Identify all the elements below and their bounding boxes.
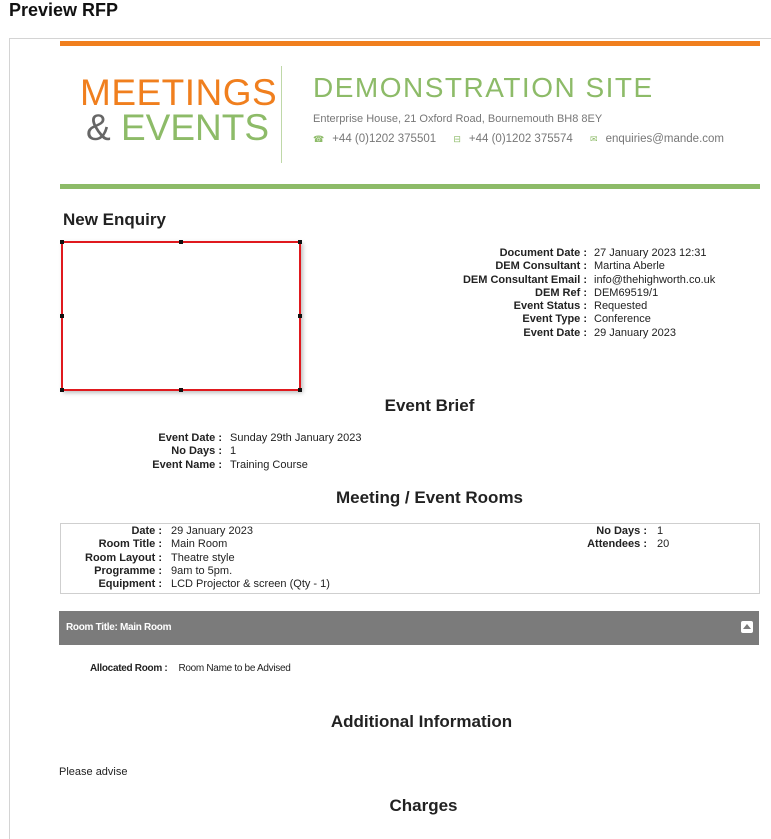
room-value: 9am to 5pm.: [171, 564, 233, 577]
document-info: [440, 247, 715, 340]
phone-icon: ☎: [313, 134, 325, 144]
brief-row: [120, 445, 362, 458]
logo-events: [86, 108, 269, 148]
fax-icon: ⊟: [453, 134, 461, 144]
room-label: Room Title :: [98, 538, 162, 551]
resize-handle[interactable]: [60, 240, 64, 244]
additional-info-text: Please advise: [59, 766, 128, 778]
room-row: [60, 538, 330, 551]
doc-info-row: [440, 260, 715, 273]
doc-info-value: 27 January 2023 12:31: [594, 247, 707, 259]
doc-info-row: [440, 274, 715, 287]
room-row: [60, 565, 330, 578]
doc-info-label: Event Date :: [523, 326, 587, 339]
email-icon: ✉: [590, 134, 598, 144]
phone-number: +44 (0)1202 375501: [332, 133, 437, 145]
doc-info-value: 29 January 2023: [594, 326, 676, 339]
doc-info-label: DEM Consultant Email :: [462, 273, 587, 286]
resize-handle[interactable]: [60, 388, 64, 392]
room-section-title: Room Title: Main Room: [66, 622, 172, 633]
site-name: DEMONSTRATION SITE: [313, 72, 654, 103]
room-value: LCD Projector & screen (Qty - 1): [171, 578, 330, 591]
room-section-header[interactable]: [59, 611, 759, 645]
contact-line: [313, 133, 724, 145]
room-details-left: [60, 525, 330, 591]
resize-handle[interactable]: [179, 240, 183, 244]
room-label: Date :: [131, 525, 162, 537]
room-value: 1: [657, 525, 664, 537]
doc-info-value: info@thehighworth.co.uk: [594, 273, 716, 286]
enquiry-heading: New Enquiry: [63, 210, 166, 229]
header-green-bar: [60, 184, 760, 189]
resize-handle[interactable]: [298, 388, 302, 392]
room-label: Attendees :: [587, 538, 647, 551]
room-label: Equipment :: [98, 578, 162, 591]
charges-heading: Charges: [389, 796, 458, 815]
site-address: Enterprise House, 21 Oxford Road, Bournemouth BH8 8EY: [313, 113, 603, 125]
allocated-room-value: Room Name to be Advised: [178, 663, 291, 674]
brief-value: 1: [230, 445, 237, 458]
doc-info-label: Event Type :: [522, 313, 587, 326]
brief-row: [120, 459, 362, 472]
room-row: [60, 578, 330, 591]
room-row: [560, 525, 669, 538]
fax-number: +44 (0)1202 375574: [468, 133, 573, 145]
brief-value: Sunday 29th January 2023: [230, 432, 362, 444]
allocated-room-label: Allocated Room :: [90, 663, 168, 674]
doc-info-label: DEM Ref :: [535, 286, 587, 299]
doc-info-row: [440, 287, 715, 300]
event-brief-heading: Event Brief: [384, 396, 475, 415]
room-value: Main Room: [171, 538, 228, 551]
brief-label: Event Name :: [152, 458, 222, 471]
doc-info-row: [440, 247, 715, 260]
room-value: 29 January 2023: [171, 525, 253, 537]
room-value: Theatre style: [171, 551, 235, 564]
rooms-heading: Meeting / Event Rooms: [335, 488, 524, 507]
allocated-room: [90, 663, 291, 674]
doc-info-label: Document Date :: [499, 247, 587, 259]
room-row: [60, 552, 330, 565]
room-value: 20: [657, 538, 670, 551]
room-label: Room Layout :: [85, 551, 162, 564]
brief-label: Event Date :: [158, 432, 222, 444]
image-placeholder-selected[interactable]: [61, 241, 301, 391]
doc-info-value: Martina Aberle: [594, 260, 665, 273]
logo-ampersand: &: [86, 107, 111, 148]
room-label: Programme :: [94, 564, 162, 577]
event-brief: [120, 432, 362, 472]
collapse-icon[interactable]: [741, 621, 753, 633]
resize-handle[interactable]: [298, 314, 302, 318]
email-address[interactable]: enquiries@mande.com: [605, 133, 724, 145]
brief-label: No Days :: [171, 445, 222, 458]
additional-info-heading: Additional Information: [330, 712, 513, 731]
room-details-right: [560, 525, 669, 552]
brief-row: [120, 432, 362, 445]
resize-handle[interactable]: [298, 240, 302, 244]
resize-handle[interactable]: [60, 314, 64, 318]
doc-info-row: [440, 313, 715, 326]
doc-info-value: Requested: [594, 300, 648, 313]
doc-info-label: Event Status :: [513, 300, 587, 313]
doc-info-row: [440, 327, 715, 340]
doc-info-value: DEM69519/1: [594, 286, 659, 299]
room-row: [560, 538, 669, 551]
page-title: Preview RFP: [9, 0, 119, 20]
room-label: No Days :: [596, 525, 647, 537]
doc-info-row: [440, 300, 715, 313]
doc-info-value: Conference: [594, 313, 651, 326]
logo-meetings: MEETINGS: [80, 72, 278, 113]
resize-handle[interactable]: [179, 388, 183, 392]
logo-divider: [281, 66, 282, 163]
doc-info-label: DEM Consultant :: [495, 260, 587, 273]
room-row: [60, 525, 330, 538]
brief-value: Training Course: [230, 458, 308, 471]
header-orange-bar: [60, 41, 760, 46]
logo-events-word: EVENTS: [120, 107, 270, 148]
